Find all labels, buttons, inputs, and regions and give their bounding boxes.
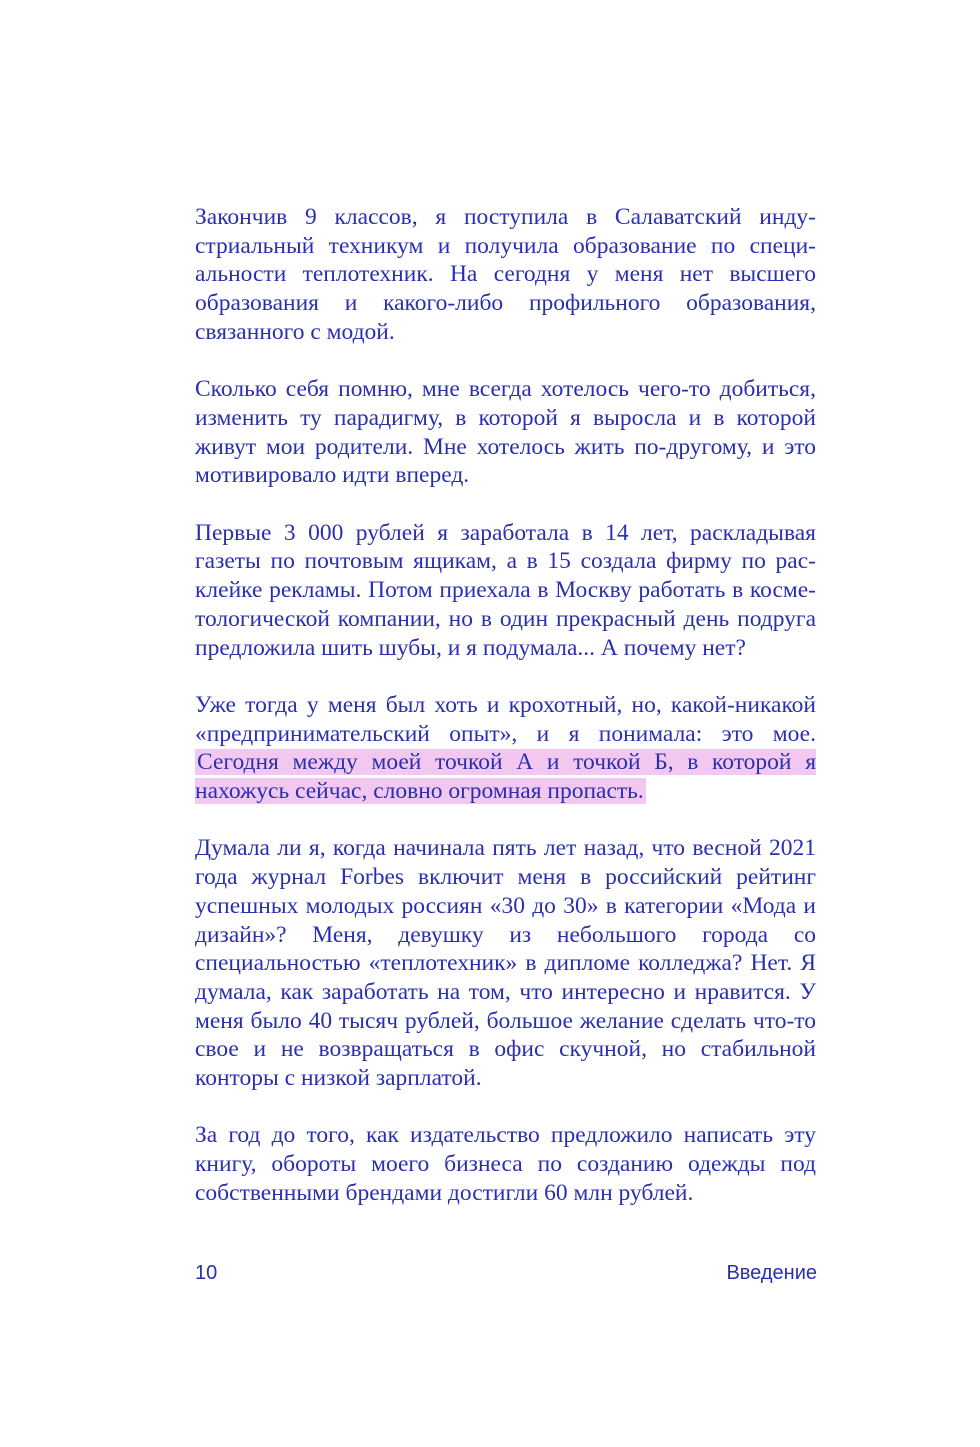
page-number: 10 xyxy=(195,1262,218,1284)
paragraph-1: Закончив 9 классов, я поступила в Салаватский индустриальный техникум и получила образование по специальности теплотехник. На сегодня у меня нет высшего образования и какого-либо профильного образования, связанного с модой. xyxy=(195,204,816,345)
paragraph-4-text: Уже тогда у меня был хоть и крохотный, но, какой-никакой «предпринимательский опыт», и я понимала: это мое. xyxy=(195,691,816,747)
paragraph-5: Думала ли я, когда начинала пять лет назад, что весной 2021 года журнал Forbes включит меня в российский рейтинг успешных молодых россиян «30 до 30» в категории «Мода и дизайн»? Меня, девушку из небольшого города со специальностью «теплотехник» в дипломе колледжа? Нет. Я думала, как заработать на том, что интересно и нравится. У меня было 40 тысяч рублей, большое желание сделать что-то свое и не возвращаться в офис скучной, но стабильной конторы с низкой зарплатой. xyxy=(195,835,816,1092)
paragraph-3: Первые 3 000 рублей я заработала в 14 лет, раскладывая газеты по почтовым ящикам, а в 15 создала фирму по расклейке рекламы. Потом приехала в Москву работать в косметологической компании, но в один прекрасный день подруга предложила шить шубы, и я подумала... А почему нет? xyxy=(195,519,816,661)
body-text xyxy=(195,203,816,1236)
paragraph-6: За год до того, как издательство предложило написать эту книгу, обороты моего бизнеса по созданию одежды под собственными брендами достигли 60 млн рублей. xyxy=(195,1122,816,1206)
paragraph-2: Сколько себя помню, мне всегда хотелось чего-то добиться, изменить ту парадигму, в которой я выросла и в которой живут мои родители. Мне хотелось жить по-другому, и это мотивировало идти вперед. xyxy=(195,376,816,489)
highlighted-text: Сегодня между моей точкой А и точкой Б, в которой я нахожусь сейчас, словно огромная пропасть. xyxy=(195,749,816,805)
section-title: Введение xyxy=(726,1262,817,1284)
paragraph-4 xyxy=(195,691,816,806)
